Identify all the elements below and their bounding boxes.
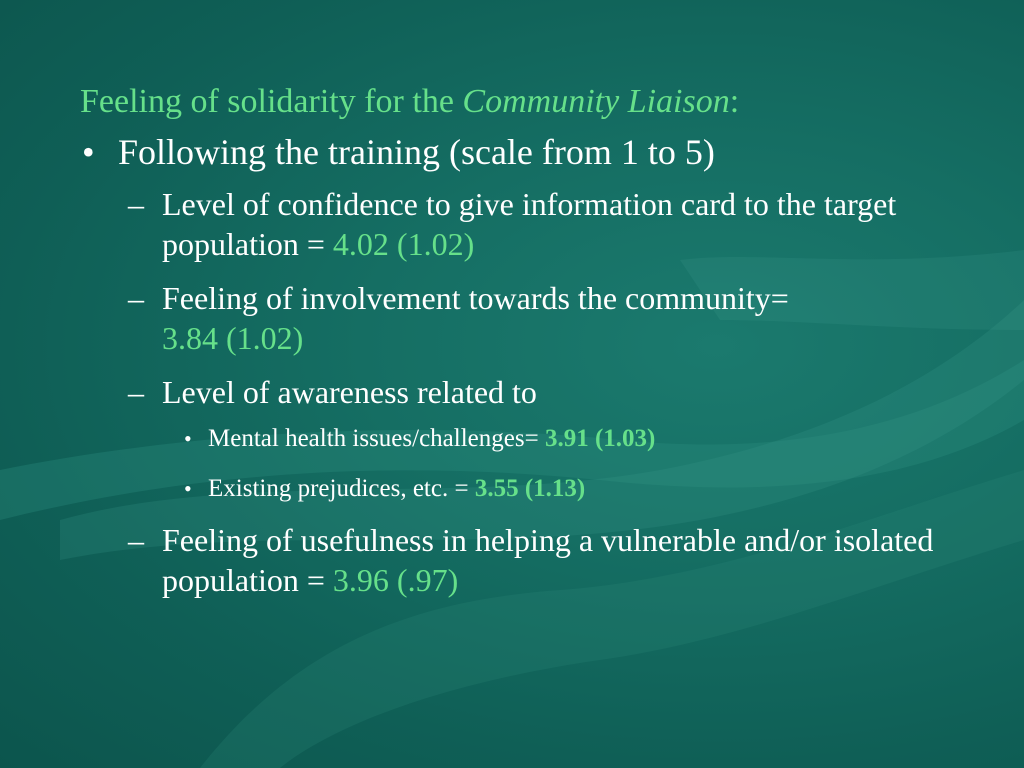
item-value: 4.02 (1.02) [332,226,475,262]
bullet-following-training [80,132,990,172]
sub-item-mental-health [80,422,990,456]
sub-item-value: 3.91 (1.03) [544,425,656,452]
dash-icon: – [128,280,144,316]
slide-title [80,82,990,122]
item-value: 3.84 (1.02) [162,320,304,356]
item-usefulness [80,520,990,600]
sub-item-prejudices [80,472,990,506]
item-involvement [80,278,990,358]
dash-icon: – [128,186,144,222]
bullet-text: Following the training (scale from 1 to 5) [118,132,715,172]
bullet-icon: • [184,426,192,451]
bullet-icon: • [82,132,95,172]
sub-item-text: Mental health issues/challenges= [208,425,545,452]
item-text: Feeling of involvement towards the community= [162,280,789,316]
dash-icon: – [128,522,144,558]
item-text: Level of confidence to give information card to the target population = [162,186,897,262]
item-text: Feeling of usefulness in helping a vulnerable and/or isolated population = [162,522,934,598]
bullet-icon: • [184,476,192,501]
title-emphasis: Community Liaison [462,83,730,120]
slide-content [80,82,990,614]
item-value: 3.96 (.97) [332,562,459,598]
title-prefix: Feeling of solidarity for the [80,83,463,120]
item-text: Level of awareness related to [162,374,537,410]
item-awareness [80,372,990,412]
title-suffix: : [729,83,740,120]
dash-icon: – [128,374,144,410]
item-confidence [80,184,990,264]
sub-item-value: 3.55 (1.13) [474,475,586,502]
sub-item-text: Existing prejudices, etc. = [208,475,475,502]
